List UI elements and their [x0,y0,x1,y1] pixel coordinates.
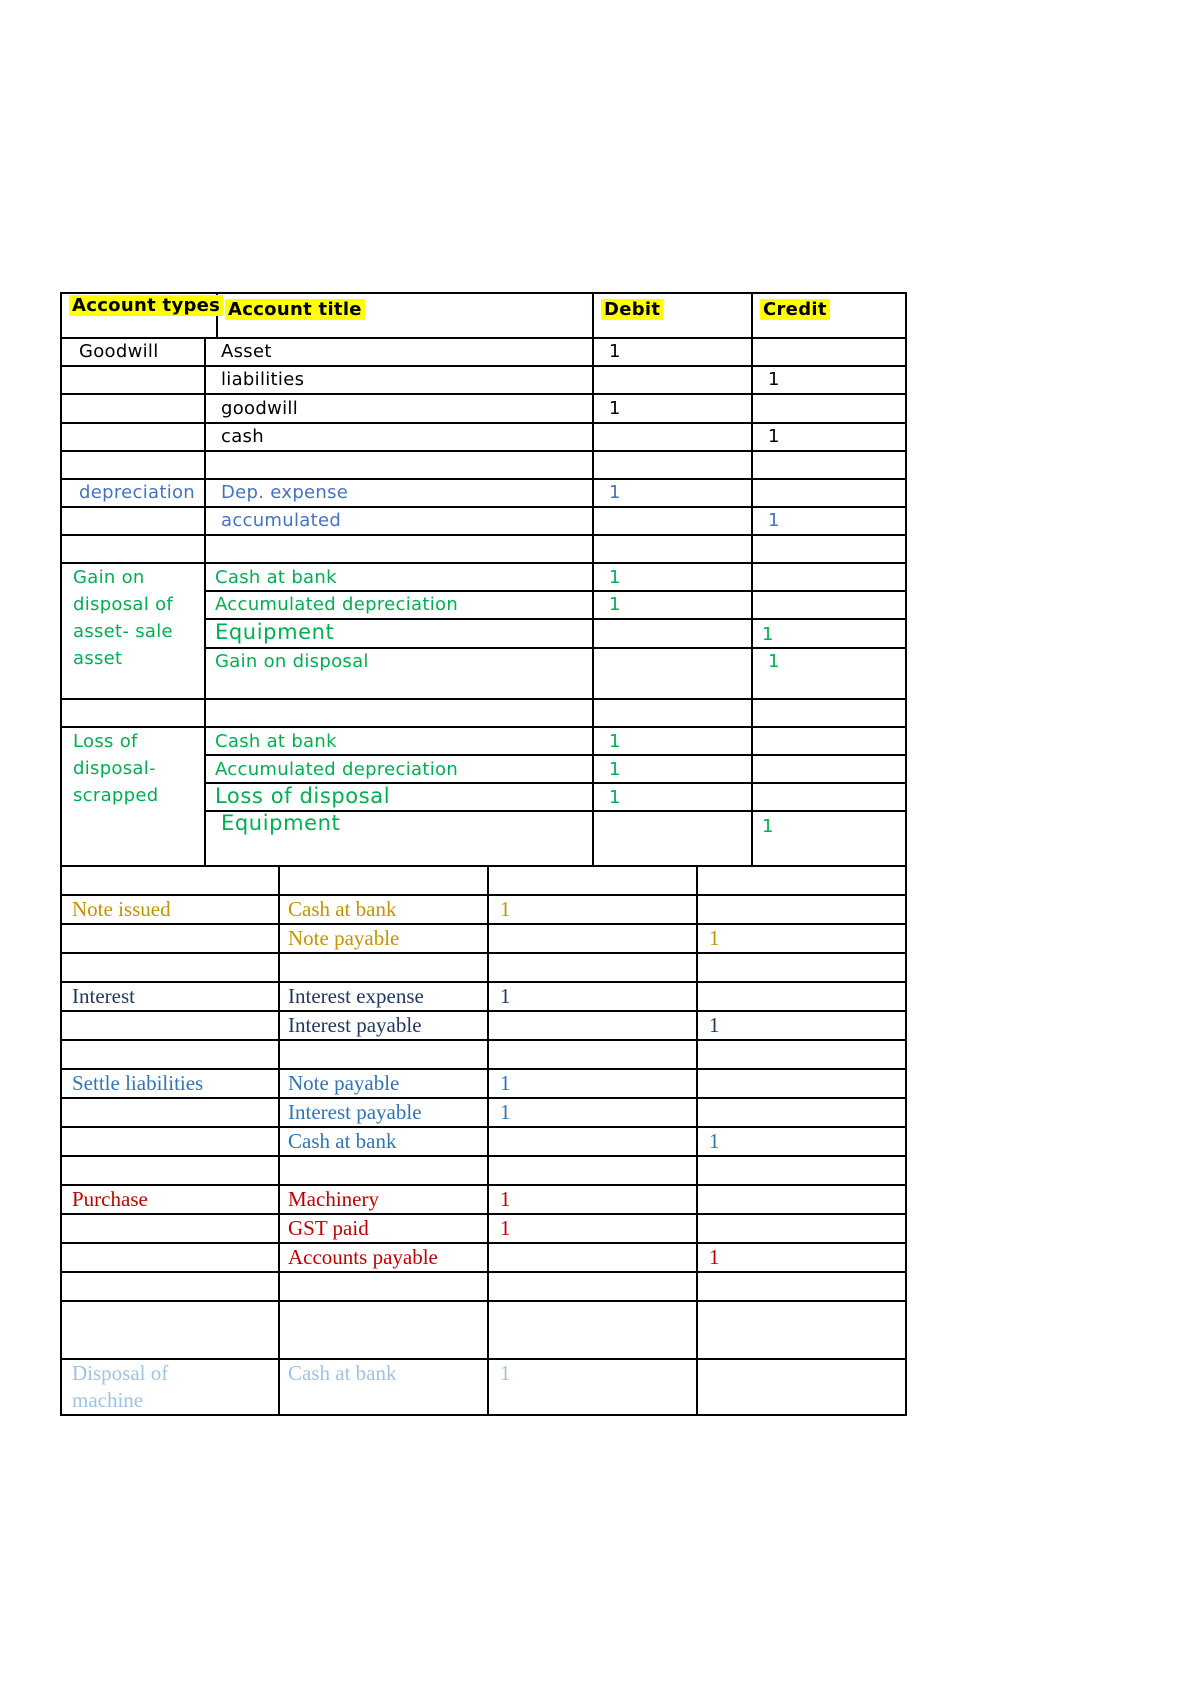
account-title: Interest payable [288,1013,422,1037]
table-cell [487,1097,696,1126]
account-title: Accumulated depreciation [215,594,459,615]
table-cell [592,422,751,450]
table-cell [751,810,907,865]
settle-type: Settle liabilities [72,1071,204,1095]
table-cell [487,894,696,923]
table-cell [751,726,907,754]
debit-value: 1 [500,1100,511,1124]
account-title: Cash at bank [215,731,337,752]
table-cell [696,923,907,952]
account-title: cash [221,426,264,447]
loss-type-line: disposal- [73,758,156,779]
table-cell [278,1039,487,1068]
table-cell [204,450,592,478]
table-cell [60,450,204,478]
account-title: Equipment [221,811,341,835]
table-cell [696,1068,907,1097]
disposal-type-line: Disposal of [72,1361,169,1385]
table-cell [487,1010,696,1039]
table-cell [487,1242,696,1271]
credit-value: 1 [762,624,774,645]
debit-value: 1 [609,787,621,808]
gain-type-line: asset- sale [73,621,173,642]
table-cell [751,782,907,810]
table-cell [487,923,696,952]
account-title: Dep. expense [221,482,349,503]
table-cell [751,534,907,562]
account-title: Accounts payable [288,1245,438,1269]
credit-value: 1 [709,1245,720,1269]
table-cell [751,478,907,506]
table-cell [60,1010,278,1039]
table-cell [60,422,204,450]
debit-value: 1 [609,731,621,752]
table-cell [60,365,204,393]
table-cell [60,1039,278,1068]
header-credit: Credit [760,299,830,320]
debit-value: 1 [609,567,621,588]
account-title: Note payable [288,926,400,950]
table-cell [487,1184,696,1213]
gain-type-line: asset [73,648,123,669]
debit-value: 1 [609,398,621,419]
table-cell [60,952,278,981]
loss-type-line: scrapped [73,785,159,806]
credit-value: 1 [768,510,780,531]
table-cell [696,865,907,894]
table-cell [696,1155,907,1184]
account-title: Equipment [215,620,335,644]
interest-type: Interest [72,984,135,1008]
account-title: Loss of disposal [215,784,391,808]
gain-type-line: Gain on [73,567,145,588]
table-cell [487,1358,696,1416]
table-cell [751,754,907,782]
table-cell [487,1039,696,1068]
table-cell [60,1300,278,1358]
table-cell [696,1358,907,1416]
table-cell [592,534,751,562]
credit-value: 1 [768,426,780,447]
table-cell [60,1271,278,1300]
table-cell [592,647,751,698]
account-title: Asset [221,341,272,362]
account-title: liabilities [221,369,305,390]
table-cell [60,865,278,894]
table-cell [60,393,204,422]
table-cell [696,1213,907,1242]
debit-value: 1 [500,1187,511,1211]
disposal-type-line: machine [72,1388,144,1412]
credit-value: 1 [768,369,780,390]
header-account-title: Account title [225,299,365,320]
table-cell [696,1271,907,1300]
credit-value: 1 [709,926,720,950]
credit-value: 1 [709,1013,720,1037]
table-cell [487,865,696,894]
account-title: Gain on disposal [215,651,369,672]
debit-value: 1 [500,897,511,921]
loss-type-line: Loss of [73,731,138,752]
table-cell [204,698,592,726]
account-title: Note payable [288,1071,400,1095]
table-cell [696,894,907,923]
table-cell [278,1300,487,1358]
table-cell [487,1068,696,1097]
table-cell [487,1271,696,1300]
table-cell [592,365,751,393]
table-cell [487,1155,696,1184]
credit-value: 1 [762,816,774,837]
debit-value: 1 [500,984,511,1008]
table-cell [60,698,204,726]
table-cell [60,1097,278,1126]
table-cell [592,810,751,865]
table-cell [592,506,751,534]
table-cell [487,981,696,1010]
table-cell [487,1213,696,1242]
table-cell [696,1126,907,1155]
purchase-type: Purchase [72,1187,148,1211]
account-title: Cash at bank [288,897,397,921]
note-type: Note issued [72,897,171,921]
account-title: Cash at bank [215,567,337,588]
table-cell [278,1155,487,1184]
table-cell [278,865,487,894]
table-cell [696,1184,907,1213]
goodwill-type: Goodwill [79,341,159,362]
account-title: Cash at bank [288,1361,397,1385]
table-cell [751,562,907,590]
account-title: goodwill [221,398,299,419]
debit-value: 1 [609,594,621,615]
debit-value: 1 [609,482,621,503]
debit-value: 1 [609,341,621,362]
account-title: accumulated [221,510,342,531]
account-title: GST paid [288,1216,369,1240]
debit-value: 1 [500,1361,511,1385]
debit-value: 1 [609,759,621,780]
header-account-types: Account types [69,295,223,316]
gain-type-line: disposal of [73,594,174,615]
account-title: Machinery [288,1187,379,1211]
header-debit: Debit [601,299,663,320]
table-cell [696,1300,907,1358]
table-cell [751,393,907,422]
debit-value: 1 [500,1071,511,1095]
table-cell [696,1039,907,1068]
account-title: Interest expense [288,984,424,1008]
table-cell [696,1010,907,1039]
table-cell [751,698,907,726]
account-title: Interest payable [288,1100,422,1124]
table-cell [487,1300,696,1358]
table-cell [696,1242,907,1271]
debit-value: 1 [500,1216,511,1240]
table-cell [696,981,907,1010]
table-cell [751,590,907,618]
table-cell [751,618,907,647]
table-cell [204,534,592,562]
table-cell [592,618,751,647]
table-cell [60,534,204,562]
account-title: Accumulated depreciation [215,759,459,780]
table-cell [751,450,907,478]
table-cell [696,1097,907,1126]
table-cell [592,450,751,478]
table-cell [278,1271,487,1300]
account-title: Cash at bank [288,1129,397,1153]
credit-value: 1 [709,1129,720,1153]
credit-value: 1 [768,651,780,672]
table-cell [592,698,751,726]
table-cell [696,952,907,981]
table-cell [278,952,487,981]
table-cell [487,952,696,981]
table-cell [60,1155,278,1184]
depreciation-type: depreciation [79,482,196,503]
table-cell [60,1126,278,1155]
table-cell [60,1213,278,1242]
table-cell [60,923,278,952]
table-cell [60,506,204,534]
table-cell [751,337,907,365]
table-cell [60,1242,278,1271]
table-cell [487,1126,696,1155]
